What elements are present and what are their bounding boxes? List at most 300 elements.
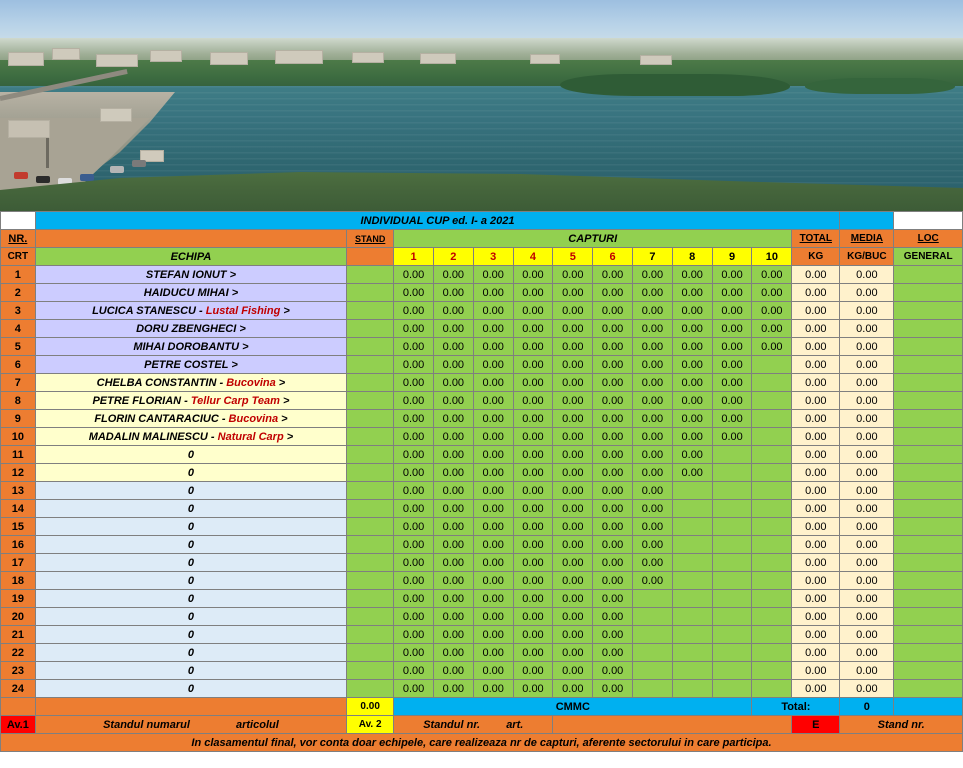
catch-cell-empty[interactable] (672, 554, 712, 572)
catch-cell[interactable]: 0.00 (593, 266, 633, 284)
catch-cell[interactable]: 0.00 (553, 338, 593, 356)
catch-cell[interactable]: 0.00 (473, 536, 513, 554)
catch-cell[interactable]: 0.00 (672, 464, 712, 482)
catch-cell[interactable]: 0.00 (513, 392, 553, 410)
catch-cell[interactable]: 0.00 (712, 284, 752, 302)
catch-cell-empty[interactable] (752, 446, 792, 464)
catch-cell[interactable]: 0.00 (513, 500, 553, 518)
catch-cell[interactable]: 0.00 (473, 302, 513, 320)
stand-cell[interactable] (347, 536, 394, 554)
catch-cell[interactable]: 0.00 (672, 284, 712, 302)
catch-cell[interactable]: 0.00 (473, 284, 513, 302)
catch-cell[interactable]: 0.00 (473, 392, 513, 410)
media-cell: 0.00 (840, 662, 894, 680)
catch-cell-empty[interactable] (752, 518, 792, 536)
team-name-cell[interactable] (35, 356, 346, 374)
catch-cell[interactable]: 0.00 (473, 644, 513, 662)
catch-cell[interactable]: 0.00 (394, 338, 434, 356)
catch-cell[interactable]: 0.00 (633, 284, 673, 302)
catch-cell[interactable]: 0.00 (633, 392, 673, 410)
catch-cell[interactable]: 0.00 (672, 374, 712, 392)
catch-cell[interactable]: 0.00 (394, 320, 434, 338)
footer-detail-row (1, 716, 963, 734)
catch-cell[interactable]: 0.00 (593, 608, 633, 626)
catch-cell-empty[interactable] (633, 590, 673, 608)
catch-cell-empty[interactable] (712, 662, 752, 680)
table-row (1, 338, 963, 356)
catch-cell[interactable]: 0.00 (513, 590, 553, 608)
catch-cell[interactable]: 0.00 (553, 266, 593, 284)
catch-cell[interactable]: 0.00 (553, 446, 593, 464)
catch-cell[interactable]: 0.00 (712, 302, 752, 320)
building (100, 108, 132, 122)
catch-cell-empty[interactable] (672, 518, 712, 536)
catch-cell[interactable]: 0.00 (553, 464, 593, 482)
team-name-cell[interactable] (35, 410, 346, 428)
catch-cell[interactable]: 0.00 (473, 554, 513, 572)
catch-cell[interactable]: 0.00 (633, 482, 673, 500)
catch-cell[interactable]: 0.00 (633, 374, 673, 392)
catch-cell[interactable]: 0.00 (712, 428, 752, 446)
catch-cell[interactable]: 0.00 (633, 446, 673, 464)
catch-cell[interactable]: 0.00 (712, 338, 752, 356)
catch-cell[interactable]: 0.00 (672, 446, 712, 464)
catch-cell[interactable]: 0.00 (433, 608, 473, 626)
catch-cell[interactable]: 0.00 (593, 338, 633, 356)
catch-cell[interactable]: 0.00 (672, 392, 712, 410)
catch-cell[interactable]: 0.00 (752, 320, 792, 338)
catch-cell-empty[interactable] (712, 644, 752, 662)
catch-cell[interactable]: 0.00 (473, 356, 513, 374)
catch-cell[interactable]: 0.00 (712, 392, 752, 410)
catch-cell-empty[interactable] (712, 590, 752, 608)
catch-cell[interactable]: 0.00 (593, 284, 633, 302)
team-name-cell[interactable] (35, 572, 346, 590)
catch-cell[interactable]: 0.00 (593, 590, 633, 608)
catch-cell-empty[interactable] (672, 626, 712, 644)
row-index: 12 (1, 464, 36, 482)
catch-cell[interactable]: 0.00 (473, 680, 513, 698)
catch-cell[interactable]: 0.00 (553, 572, 593, 590)
catch-cell[interactable]: 0.00 (433, 428, 473, 446)
catch-cell-empty[interactable] (752, 608, 792, 626)
catch-cell[interactable]: 0.00 (633, 464, 673, 482)
stand-cell[interactable] (347, 446, 394, 464)
stand-cell[interactable] (347, 608, 394, 626)
catch-cell-empty[interactable] (712, 482, 752, 500)
catch-cell-empty[interactable] (712, 626, 752, 644)
stand-cell[interactable] (347, 626, 394, 644)
catch-cell[interactable]: 0.00 (394, 590, 434, 608)
catch-cell[interactable]: 0.00 (473, 266, 513, 284)
catch-cell[interactable]: 0.00 (394, 482, 434, 500)
catch-cell[interactable]: 0.00 (553, 554, 593, 572)
catch-cell[interactable]: 0.00 (553, 536, 593, 554)
catch-cell[interactable]: 0.00 (433, 482, 473, 500)
catch-cell[interactable]: 0.00 (593, 644, 633, 662)
catch-cell-empty[interactable] (712, 536, 752, 554)
catch-cell[interactable]: 0.00 (593, 626, 633, 644)
catch-cell[interactable]: 0.00 (433, 464, 473, 482)
catch-cell[interactable]: 0.00 (473, 500, 513, 518)
catch-cell[interactable]: 0.00 (473, 662, 513, 680)
catch-cell[interactable]: 0.00 (433, 590, 473, 608)
catch-cell[interactable]: 0.00 (752, 266, 792, 284)
catch-cell[interactable]: 0.00 (473, 428, 513, 446)
catch-cell-empty[interactable] (672, 536, 712, 554)
catch-cell[interactable]: 0.00 (433, 320, 473, 338)
catch-cell[interactable]: 0.00 (394, 626, 434, 644)
catch-cell[interactable]: 0.00 (633, 518, 673, 536)
stand-cell[interactable] (347, 284, 394, 302)
catch-cell[interactable]: 0.00 (553, 356, 593, 374)
team-name-cell[interactable] (35, 446, 346, 464)
table-row (1, 518, 963, 536)
catch-cell[interactable]: 0.00 (553, 374, 593, 392)
catch-cell[interactable]: 0.00 (553, 428, 593, 446)
catch-cell-empty[interactable] (712, 680, 752, 698)
catch-cell-empty[interactable] (633, 680, 673, 698)
catch-cell[interactable]: 0.00 (394, 446, 434, 464)
team-name-cell[interactable] (35, 374, 346, 392)
catch-cell[interactable]: 0.00 (513, 626, 553, 644)
catch-cell[interactable]: 0.00 (553, 500, 593, 518)
catch-cell[interactable]: 0.00 (513, 554, 553, 572)
catch-cell[interactable]: 0.00 (433, 518, 473, 536)
catch-cell-empty[interactable] (752, 680, 792, 698)
catch-cell[interactable]: 0.00 (433, 626, 473, 644)
stand-cell[interactable] (347, 356, 394, 374)
catch-cell-empty[interactable] (672, 680, 712, 698)
catch-cell[interactable]: 0.00 (513, 518, 553, 536)
team-name-cell[interactable] (35, 554, 346, 572)
team-name-cell[interactable] (35, 302, 346, 320)
catch-cell[interactable]: 0.00 (553, 644, 593, 662)
catch-cell-empty[interactable] (633, 608, 673, 626)
catch-cell[interactable]: 0.00 (752, 338, 792, 356)
catch-cell[interactable]: 0.00 (593, 374, 633, 392)
catch-cell[interactable]: 0.00 (593, 554, 633, 572)
catch-cell[interactable]: 0.00 (394, 680, 434, 698)
team-name-cell[interactable] (35, 680, 346, 698)
catch-cell[interactable]: 0.00 (473, 338, 513, 356)
catch-cell-empty[interactable] (752, 644, 792, 662)
catch-cell[interactable]: 0.00 (394, 554, 434, 572)
team-name-cell[interactable] (35, 500, 346, 518)
catch-cell[interactable]: 0.00 (752, 284, 792, 302)
catch-cell[interactable]: 0.00 (473, 572, 513, 590)
catch-cell-empty[interactable] (712, 464, 752, 482)
row-index: 6 (1, 356, 36, 374)
catch-cell[interactable]: 0.00 (513, 662, 553, 680)
catch-cell[interactable]: 0.00 (433, 680, 473, 698)
stand-cell[interactable] (347, 572, 394, 590)
catch-cell[interactable]: 0.00 (633, 356, 673, 374)
catch-cell[interactable]: 0.00 (553, 608, 593, 626)
catch-cell-empty[interactable] (752, 500, 792, 518)
catch-cell[interactable]: 0.00 (672, 266, 712, 284)
catch-cell[interactable]: 0.00 (593, 446, 633, 464)
catch-cell-empty[interactable] (752, 572, 792, 590)
stand-cell[interactable] (347, 266, 394, 284)
team-name-cell[interactable] (35, 482, 346, 500)
catch-cell[interactable]: 0.00 (553, 482, 593, 500)
catch-cell[interactable]: 0.00 (633, 500, 673, 518)
catch-cell[interactable]: 0.00 (553, 680, 593, 698)
catch-cell[interactable]: 0.00 (672, 356, 712, 374)
catch-cell[interactable]: 0.00 (513, 482, 553, 500)
catch-cell[interactable]: 0.00 (593, 410, 633, 428)
catch-cell-empty[interactable] (752, 374, 792, 392)
catch-cell[interactable]: 0.00 (513, 302, 553, 320)
catch-cell[interactable]: 0.00 (473, 464, 513, 482)
catch-cell[interactable]: 0.00 (633, 536, 673, 554)
catch-cell[interactable]: 0.00 (394, 644, 434, 662)
catch-cell[interactable]: 0.00 (433, 446, 473, 464)
catch-cell-empty[interactable] (712, 572, 752, 590)
team-name-cell[interactable] (35, 266, 346, 284)
catch-cell[interactable]: 0.00 (394, 374, 434, 392)
stand-cell[interactable] (347, 338, 394, 356)
catch-cell-empty[interactable] (672, 644, 712, 662)
catch-cell[interactable]: 0.00 (394, 536, 434, 554)
catch-cell[interactable]: 0.00 (553, 410, 593, 428)
catch-cell[interactable]: 0.00 (473, 374, 513, 392)
catch-cell[interactable]: 0.00 (394, 356, 434, 374)
catch-cell[interactable]: 0.00 (553, 626, 593, 644)
catch-cell[interactable]: 0.00 (672, 302, 712, 320)
catch-cell[interactable]: 0.00 (752, 302, 792, 320)
catch-cell[interactable]: 0.00 (394, 464, 434, 482)
stand-cell[interactable] (347, 464, 394, 482)
team-name-cell[interactable] (35, 536, 346, 554)
catch-cell[interactable]: 0.00 (593, 572, 633, 590)
catch-cell[interactable]: 0.00 (513, 464, 553, 482)
catch-cell[interactable]: 0.00 (473, 446, 513, 464)
catch-cell[interactable]: 0.00 (433, 374, 473, 392)
catch-cell[interactable]: 0.00 (473, 608, 513, 626)
catch-cell[interactable]: 0.00 (473, 482, 513, 500)
team-name-cell[interactable] (35, 392, 346, 410)
catch-cell[interactable]: 0.00 (513, 428, 553, 446)
catch-cell[interactable]: 0.00 (593, 662, 633, 680)
catch-cell-empty[interactable] (752, 554, 792, 572)
team-name: CHELBA CONSTANTIN - (96, 376, 224, 389)
team-name-cell[interactable] (35, 626, 346, 644)
catch-cell[interactable]: 0.00 (712, 266, 752, 284)
catch-cell[interactable]: 0.00 (633, 410, 673, 428)
catch-cell[interactable]: 0.00 (513, 536, 553, 554)
catch-cell[interactable]: 0.00 (513, 446, 553, 464)
catch-cell[interactable]: 0.00 (513, 644, 553, 662)
catch-cell[interactable]: 0.00 (712, 374, 752, 392)
stand-cell[interactable] (347, 644, 394, 662)
catch-cell[interactable]: 0.00 (473, 626, 513, 644)
catch-cell[interactable]: 0.00 (513, 410, 553, 428)
catch-cell[interactable]: 0.00 (473, 518, 513, 536)
catch-cell[interactable]: 0.00 (433, 284, 473, 302)
team-name-cell[interactable] (35, 338, 346, 356)
team-club: Lustal Fishing (205, 304, 281, 317)
catch-cell[interactable]: 0.00 (513, 320, 553, 338)
team-name-cell[interactable] (35, 662, 346, 680)
catch-cell[interactable]: 0.00 (593, 428, 633, 446)
team-name-cell[interactable] (35, 428, 346, 446)
stand-cell[interactable] (347, 320, 394, 338)
catch-cell[interactable]: 0.00 (513, 284, 553, 302)
catch-cell[interactable]: 0.00 (394, 284, 434, 302)
catch-cell-empty[interactable] (672, 662, 712, 680)
catch-cell-empty[interactable] (712, 446, 752, 464)
catch-cell[interactable]: 0.00 (633, 554, 673, 572)
catch-cell[interactable]: 0.00 (593, 392, 633, 410)
team-name-cell[interactable] (35, 608, 346, 626)
catch-cell[interactable]: 0.00 (712, 410, 752, 428)
catch-cell-empty[interactable] (752, 590, 792, 608)
catch-cell-empty[interactable] (752, 410, 792, 428)
catch-cell-empty[interactable] (712, 518, 752, 536)
catch-cell-empty[interactable] (712, 554, 752, 572)
catch-cell[interactable]: 0.00 (394, 428, 434, 446)
catch-cell[interactable]: 0.00 (672, 338, 712, 356)
catch-cell[interactable]: 0.00 (593, 302, 633, 320)
catch-cell-empty[interactable] (752, 392, 792, 410)
stand-cell[interactable] (347, 662, 394, 680)
team-name-cell[interactable] (35, 320, 346, 338)
catch-cell[interactable]: 0.00 (473, 590, 513, 608)
catch-cell-empty[interactable] (752, 464, 792, 482)
catch-cell[interactable]: 0.00 (633, 428, 673, 446)
catch-cell[interactable]: 0.00 (394, 662, 434, 680)
stand-cell[interactable] (347, 554, 394, 572)
catch-cell[interactable]: 0.00 (553, 302, 593, 320)
catch-cell[interactable]: 0.00 (593, 320, 633, 338)
team-name-cell[interactable] (35, 464, 346, 482)
catch-cell[interactable]: 0.00 (433, 662, 473, 680)
catch-cell[interactable]: 0.00 (672, 428, 712, 446)
catch-cell[interactable]: 0.00 (553, 518, 593, 536)
catch-cell[interactable]: 0.00 (593, 536, 633, 554)
catch-cell[interactable]: 0.00 (672, 320, 712, 338)
catch-cell[interactable]: 0.00 (553, 392, 593, 410)
catch-cell[interactable]: 0.00 (593, 482, 633, 500)
team-name-cell[interactable] (35, 284, 346, 302)
catch-cell[interactable]: 0.00 (473, 320, 513, 338)
catch-cell-empty[interactable] (672, 500, 712, 518)
header-catch-2: 2 (433, 248, 473, 266)
team-name-cell[interactable] (35, 644, 346, 662)
stand-cell[interactable] (347, 482, 394, 500)
catch-cell-empty[interactable] (672, 608, 712, 626)
catch-cell-empty[interactable] (752, 356, 792, 374)
team-name-cell[interactable] (35, 590, 346, 608)
catch-cell[interactable]: 0.00 (513, 572, 553, 590)
catch-cell[interactable]: 0.00 (553, 662, 593, 680)
catch-cell[interactable]: 0.00 (433, 338, 473, 356)
catch-cell[interactable]: 0.00 (513, 338, 553, 356)
catch-cell[interactable]: 0.00 (633, 302, 673, 320)
catch-cell[interactable]: 0.00 (433, 392, 473, 410)
stand-cell[interactable] (347, 680, 394, 698)
stand-cell[interactable] (347, 500, 394, 518)
catch-cell[interactable]: 0.00 (513, 608, 553, 626)
catch-cell-empty[interactable] (672, 590, 712, 608)
catch-cell[interactable]: 0.00 (553, 320, 593, 338)
catch-cell[interactable]: 0.00 (433, 572, 473, 590)
catch-cell[interactable]: 0.00 (394, 518, 434, 536)
catch-cell-empty[interactable] (712, 500, 752, 518)
catch-cell[interactable]: 0.00 (394, 608, 434, 626)
catch-cell[interactable]: 0.00 (553, 284, 593, 302)
catch-cell-empty[interactable] (752, 482, 792, 500)
catch-cell[interactable]: 0.00 (513, 680, 553, 698)
catch-cell[interactable]: 0.00 (433, 644, 473, 662)
catch-cell[interactable]: 0.00 (553, 590, 593, 608)
stand-cell[interactable] (347, 374, 394, 392)
catch-cell[interactable]: 0.00 (672, 410, 712, 428)
catch-cell[interactable]: 0.00 (473, 410, 513, 428)
catch-cell[interactable]: 0.00 (433, 554, 473, 572)
catch-cell[interactable]: 0.00 (633, 572, 673, 590)
catch-cell[interactable]: 0.00 (712, 320, 752, 338)
catch-cell-empty[interactable] (752, 536, 792, 554)
catch-cell[interactable]: 0.00 (394, 572, 434, 590)
catch-cell[interactable]: 0.00 (433, 302, 473, 320)
stand-cell[interactable] (347, 302, 394, 320)
total-cell: 0.00 (792, 662, 840, 680)
catch-cell[interactable]: 0.00 (394, 410, 434, 428)
catch-cell-empty[interactable] (672, 572, 712, 590)
catch-cell[interactable]: 0.00 (394, 266, 434, 284)
catch-cell-empty[interactable] (633, 662, 673, 680)
catch-cell[interactable]: 0.00 (433, 536, 473, 554)
team-name-cell[interactable] (35, 518, 346, 536)
catch-cell[interactable]: 0.00 (712, 356, 752, 374)
catch-cell[interactable]: 0.00 (593, 500, 633, 518)
stand-cell[interactable] (347, 518, 394, 536)
catch-cell[interactable]: 0.00 (593, 680, 633, 698)
catch-cell-empty[interactable] (752, 428, 792, 446)
catch-cell[interactable]: 0.00 (513, 356, 553, 374)
catch-cell[interactable]: 0.00 (433, 266, 473, 284)
catch-cell[interactable]: 0.00 (593, 518, 633, 536)
catch-cell-empty[interactable] (633, 626, 673, 644)
catch-cell[interactable]: 0.00 (433, 410, 473, 428)
catch-cell[interactable]: 0.00 (633, 266, 673, 284)
stand-cell[interactable] (347, 590, 394, 608)
catch-cell[interactable]: 0.00 (394, 500, 434, 518)
table-row (1, 626, 963, 644)
catch-cell-empty[interactable] (752, 626, 792, 644)
catch-cell[interactable]: 0.00 (433, 500, 473, 518)
catch-cell[interactable]: 0.00 (394, 392, 434, 410)
catch-cell[interactable]: 0.00 (513, 266, 553, 284)
catch-cell-empty[interactable] (712, 608, 752, 626)
catch-cell[interactable]: 0.00 (394, 302, 434, 320)
stand-cell[interactable] (347, 428, 394, 446)
stand-cell[interactable] (347, 392, 394, 410)
catch-cell[interactable]: 0.00 (633, 320, 673, 338)
catch-cell-empty[interactable] (672, 482, 712, 500)
catch-cell[interactable]: 0.00 (593, 464, 633, 482)
catch-cell[interactable]: 0.00 (593, 356, 633, 374)
catch-cell-empty[interactable] (752, 662, 792, 680)
catch-cell[interactable]: 0.00 (513, 374, 553, 392)
catch-cell[interactable]: 0.00 (433, 356, 473, 374)
stand-cell[interactable] (347, 410, 394, 428)
catch-cell[interactable]: 0.00 (633, 338, 673, 356)
catch-cell-empty[interactable] (633, 644, 673, 662)
